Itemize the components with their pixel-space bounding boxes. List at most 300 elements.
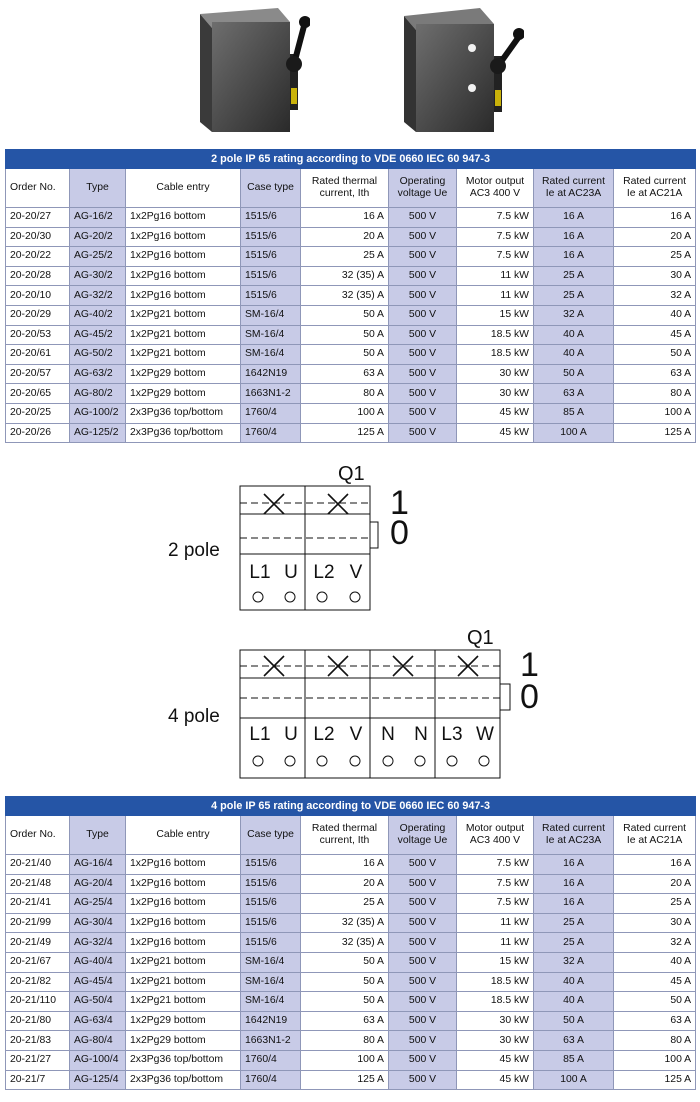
- cell-rated-thermal-current: 50 A: [301, 992, 389, 1012]
- cell-case-type: 1760/4: [241, 403, 301, 423]
- diagram-4pole-pos-off: 0: [520, 678, 539, 716]
- cell-rated-current-ac23a: 25 A: [534, 933, 614, 953]
- cell-operating-voltage: 500 V: [389, 1070, 457, 1090]
- cell-operating-voltage: 500 V: [389, 364, 457, 384]
- cell-order-no: 20-21/27: [6, 1050, 70, 1070]
- table-2pole-title: 2 pole IP 65 rating according to VDE 0660 IEC 60 947-3: [6, 150, 696, 169]
- cell-rated-current-ac23a: 40 A: [534, 992, 614, 1012]
- cell-rated-current-ac23a: 63 A: [534, 384, 614, 404]
- cell-rated-current-ac21a: 20 A: [614, 874, 696, 894]
- cell-motor-output: 18.5 kW: [457, 972, 534, 992]
- cell-rated-current-ac21a: 80 A: [614, 384, 696, 404]
- cell-rated-current-ac23a: 40 A: [534, 972, 614, 992]
- switch-photo-plain: [190, 4, 310, 136]
- terminal-label: L1: [249, 562, 271, 583]
- cell-rated-current-ac21a: 30 A: [614, 266, 696, 286]
- cell-motor-output: 18.5 kW: [457, 992, 534, 1012]
- cell-order-no: 20-20/26: [6, 423, 70, 443]
- cell-order-no: 20-21/110: [6, 992, 70, 1012]
- cell-rated-current-ac21a: 20 A: [614, 227, 696, 247]
- cell-rated-current-ac21a: 16 A: [614, 855, 696, 875]
- cell-cable-entry: 1x2Pg16 bottom: [126, 247, 241, 267]
- cell-motor-output: 7.5 kW: [457, 855, 534, 875]
- table-4pole: [5, 796, 696, 1090]
- cell-cable-entry: 2x3Pg36 top/bottom: [126, 403, 241, 423]
- diagram-2pole-bracket: [370, 522, 378, 548]
- col-motor-output: Motor output AC3 400 V: [457, 169, 534, 208]
- cell-rated-current-ac21a: 45 A: [614, 972, 696, 992]
- cell-operating-voltage: 500 V: [389, 1050, 457, 1070]
- col-order-no: Order No.: [6, 816, 70, 855]
- cell-rated-current-ac23a: 50 A: [534, 364, 614, 384]
- cell-case-type: 1515/6: [241, 855, 301, 875]
- cell-operating-voltage: 500 V: [389, 894, 457, 914]
- cell-cable-entry: 1x2Pg16 bottom: [126, 933, 241, 953]
- cell-rated-current-ac21a: 40 A: [614, 952, 696, 972]
- cell-order-no: 20-21/82: [6, 972, 70, 992]
- terminal-label: L1: [249, 724, 271, 745]
- cell-cable-entry: 1x2Pg29 bottom: [126, 1011, 241, 1031]
- terminal-circle: [285, 756, 295, 766]
- terminal-label: N: [381, 724, 395, 745]
- cell-operating-voltage: 500 V: [389, 227, 457, 247]
- cell-case-type: 1515/6: [241, 286, 301, 306]
- cell-rated-thermal-current: 25 A: [301, 247, 389, 267]
- table-2pole: [5, 149, 696, 443]
- cell-rated-current-ac21a: 25 A: [614, 894, 696, 914]
- terminal-label: V: [349, 724, 363, 745]
- cell-operating-voltage: 500 V: [389, 992, 457, 1012]
- cell-case-type: 1515/6: [241, 933, 301, 953]
- cell-order-no: 20-20/28: [6, 266, 70, 286]
- col-rated-current-ac23a: Rated current Ie at AC23A: [534, 169, 614, 208]
- cell-case-type: 1515/6: [241, 247, 301, 267]
- cell-motor-output: 45 kW: [457, 1050, 534, 1070]
- cell-motor-output: 11 kW: [457, 266, 534, 286]
- cell-cable-entry: 1x2Pg16 bottom: [126, 208, 241, 228]
- table-row: [6, 364, 696, 384]
- cell-rated-thermal-current: 16 A: [301, 855, 389, 875]
- cell-rated-current-ac23a: 25 A: [534, 286, 614, 306]
- cell-rated-thermal-current: 80 A: [301, 1031, 389, 1051]
- cell-rated-thermal-current: 32 (35) A: [301, 933, 389, 953]
- cell-rated-current-ac21a: 100 A: [614, 403, 696, 423]
- table-row: [6, 972, 696, 992]
- cell-case-type: 1642N19: [241, 364, 301, 384]
- cell-motor-output: 30 kW: [457, 1011, 534, 1031]
- cell-type: AG-30/2: [70, 266, 126, 286]
- col-rated-current-ac21a: Rated current Ie at AC21A: [614, 169, 696, 208]
- terminal-circle: [415, 756, 425, 766]
- cell-type: AG-125/2: [70, 423, 126, 443]
- cell-rated-current-ac21a: 80 A: [614, 1031, 696, 1051]
- cell-case-type: 1515/6: [241, 894, 301, 914]
- cell-rated-current-ac23a: 100 A: [534, 423, 614, 443]
- cell-rated-thermal-current: 100 A: [301, 1050, 389, 1070]
- diagram-2pole-contacts: [264, 494, 348, 514]
- cell-order-no: 20-20/61: [6, 345, 70, 365]
- table-row: [6, 423, 696, 443]
- cell-rated-current-ac21a: 16 A: [614, 208, 696, 228]
- cell-rated-thermal-current: 16 A: [301, 208, 389, 228]
- table-row: [6, 933, 696, 953]
- cell-case-type: SM-16/4: [241, 992, 301, 1012]
- col-rated-current-ac23a: Rated current Ie at AC23A: [534, 816, 614, 855]
- cell-rated-thermal-current: 80 A: [301, 384, 389, 404]
- col-operating-voltage: Operating voltage Ue: [389, 169, 457, 208]
- table-row: [6, 208, 696, 228]
- cell-type: AG-30/4: [70, 913, 126, 933]
- cell-order-no: 20-20/57: [6, 364, 70, 384]
- cell-rated-current-ac21a: 100 A: [614, 1050, 696, 1070]
- cell-rated-thermal-current: 50 A: [301, 325, 389, 345]
- cell-rated-current-ac23a: 40 A: [534, 325, 614, 345]
- cell-order-no: 20-20/22: [6, 247, 70, 267]
- cell-case-type: 1515/6: [241, 227, 301, 247]
- cell-rated-current-ac23a: 16 A: [534, 874, 614, 894]
- cell-case-type: 1760/4: [241, 1050, 301, 1070]
- cell-case-type: 1515/6: [241, 874, 301, 894]
- cell-type: AG-100/2: [70, 403, 126, 423]
- cell-type: AG-125/4: [70, 1070, 126, 1090]
- terminal-label: U: [284, 724, 298, 745]
- table-row: [6, 227, 696, 247]
- cell-order-no: 20-21/40: [6, 855, 70, 875]
- cell-order-no: 20-20/53: [6, 325, 70, 345]
- cell-case-type: 1515/6: [241, 913, 301, 933]
- cell-case-type: SM-16/4: [241, 305, 301, 325]
- cell-order-no: 20-20/65: [6, 384, 70, 404]
- cell-rated-current-ac21a: 25 A: [614, 247, 696, 267]
- cell-case-type: 1642N19: [241, 1011, 301, 1031]
- cell-type: AG-25/2: [70, 247, 126, 267]
- cell-motor-output: 7.5 kW: [457, 247, 534, 267]
- cell-type: AG-20/2: [70, 227, 126, 247]
- cell-order-no: 20-21/67: [6, 952, 70, 972]
- terminal-circle: [383, 756, 393, 766]
- cell-motor-output: 30 kW: [457, 384, 534, 404]
- diagram-4pole-label: 4 pole: [168, 706, 220, 727]
- diagram-4pole-pos-on: 1: [520, 646, 539, 684]
- cell-order-no: 20-20/29: [6, 305, 70, 325]
- cell-order-no: 20-21/99: [6, 913, 70, 933]
- cell-motor-output: 30 kW: [457, 364, 534, 384]
- cell-cable-entry: 1x2Pg16 bottom: [126, 874, 241, 894]
- cell-case-type: 1515/6: [241, 208, 301, 228]
- table-4pole-title: 4 pole IP 65 rating according to VDE 0660 IEC 60 947-3: [6, 797, 696, 816]
- cell-rated-thermal-current: 25 A: [301, 894, 389, 914]
- cell-rated-current-ac23a: 85 A: [534, 1050, 614, 1070]
- col-case-type: Case type: [241, 169, 301, 208]
- cell-type: AG-63/2: [70, 364, 126, 384]
- cell-cable-entry: 1x2Pg16 bottom: [126, 855, 241, 875]
- cell-operating-voltage: 500 V: [389, 1031, 457, 1051]
- cell-motor-output: 7.5 kW: [457, 208, 534, 228]
- diagram-4pole-switch-id: Q1: [467, 627, 494, 649]
- diagram-2pole: [0, 458, 700, 618]
- cell-operating-voltage: 500 V: [389, 1011, 457, 1031]
- cell-type: AG-45/4: [70, 972, 126, 992]
- cell-rated-current-ac21a: 32 A: [614, 286, 696, 306]
- cell-rated-current-ac23a: 32 A: [534, 305, 614, 325]
- cell-rated-thermal-current: 32 (35) A: [301, 913, 389, 933]
- cell-type: AG-25/4: [70, 894, 126, 914]
- table-row: [6, 855, 696, 875]
- cell-operating-voltage: 500 V: [389, 305, 457, 325]
- cell-rated-thermal-current: 63 A: [301, 364, 389, 384]
- table-row: [6, 305, 696, 325]
- cell-rated-current-ac23a: 85 A: [534, 403, 614, 423]
- cell-rated-current-ac21a: 63 A: [614, 1011, 696, 1031]
- table-row: [6, 1031, 696, 1051]
- cell-case-type: SM-16/4: [241, 325, 301, 345]
- cell-cable-entry: 1x2Pg21 bottom: [126, 325, 241, 345]
- col-rated-thermal-current: Rated thermal current, Ith: [301, 169, 389, 208]
- cell-case-type: SM-16/4: [241, 952, 301, 972]
- cell-operating-voltage: 500 V: [389, 345, 457, 365]
- switch-photo-labelled: [394, 4, 524, 136]
- cell-type: AG-32/2: [70, 286, 126, 306]
- table-row: [6, 266, 696, 286]
- cell-order-no: 20-21/48: [6, 874, 70, 894]
- cell-type: AG-45/2: [70, 325, 126, 345]
- cell-motor-output: 15 kW: [457, 305, 534, 325]
- cell-case-type: SM-16/4: [241, 345, 301, 365]
- cell-operating-voltage: 500 V: [389, 266, 457, 286]
- table-row: [6, 992, 696, 1012]
- cell-motor-output: 15 kW: [457, 952, 534, 972]
- terminal-circle: [479, 756, 489, 766]
- col-rated-current-ac21a: Rated current Ie at AC21A: [614, 816, 696, 855]
- table-row: [6, 952, 696, 972]
- cell-motor-output: 30 kW: [457, 1031, 534, 1051]
- terminal-circle: [350, 592, 360, 602]
- table-row: [6, 403, 696, 423]
- cell-type: AG-32/4: [70, 933, 126, 953]
- diagram-2pole-pos-on: 1: [390, 484, 409, 522]
- cell-cable-entry: 1x2Pg16 bottom: [126, 286, 241, 306]
- table-row: [6, 874, 696, 894]
- cell-rated-thermal-current: 100 A: [301, 403, 389, 423]
- cell-operating-voltage: 500 V: [389, 874, 457, 894]
- cell-rated-current-ac23a: 32 A: [534, 952, 614, 972]
- terminal-circle: [317, 756, 327, 766]
- cell-cable-entry: 1x2Pg29 bottom: [126, 1031, 241, 1051]
- cell-motor-output: 11 kW: [457, 913, 534, 933]
- terminal-circle: [285, 592, 295, 602]
- col-cable-entry: Cable entry: [126, 816, 241, 855]
- cell-rated-current-ac21a: 125 A: [614, 423, 696, 443]
- cell-operating-voltage: 500 V: [389, 325, 457, 345]
- cell-rated-current-ac23a: 16 A: [534, 227, 614, 247]
- terminal-label: L2: [313, 724, 335, 745]
- cell-rated-current-ac23a: 100 A: [534, 1070, 614, 1090]
- cell-cable-entry: 1x2Pg21 bottom: [126, 305, 241, 325]
- cell-rated-current-ac21a: 125 A: [614, 1070, 696, 1090]
- cell-motor-output: 7.5 kW: [457, 894, 534, 914]
- cell-operating-voltage: 500 V: [389, 952, 457, 972]
- cell-operating-voltage: 500 V: [389, 208, 457, 228]
- cell-rated-current-ac23a: 63 A: [534, 1031, 614, 1051]
- cell-type: AG-80/2: [70, 384, 126, 404]
- cell-type: AG-16/4: [70, 855, 126, 875]
- cell-type: AG-80/4: [70, 1031, 126, 1051]
- col-rated-thermal-current: Rated thermal current, Ith: [301, 816, 389, 855]
- cell-order-no: 20-20/25: [6, 403, 70, 423]
- cell-case-type: 1760/4: [241, 423, 301, 443]
- cell-motor-output: 7.5 kW: [457, 874, 534, 894]
- cell-rated-current-ac21a: 45 A: [614, 325, 696, 345]
- diagram-4pole: [0, 624, 700, 784]
- cell-rated-current-ac21a: 40 A: [614, 305, 696, 325]
- cell-operating-voltage: 500 V: [389, 384, 457, 404]
- cell-operating-voltage: 500 V: [389, 972, 457, 992]
- col-motor-output: Motor output AC3 400 V: [457, 816, 534, 855]
- cell-cable-entry: 2x3Pg36 top/bottom: [126, 1050, 241, 1070]
- cell-order-no: 20-20/10: [6, 286, 70, 306]
- cell-motor-output: 45 kW: [457, 403, 534, 423]
- cell-rated-current-ac21a: 30 A: [614, 913, 696, 933]
- cell-operating-voltage: 500 V: [389, 247, 457, 267]
- col-case-type: Case type: [241, 816, 301, 855]
- cell-cable-entry: 2x3Pg36 top/bottom: [126, 1070, 241, 1090]
- terminal-circle: [253, 592, 263, 602]
- cell-motor-output: 18.5 kW: [457, 325, 534, 345]
- cell-type: AG-50/2: [70, 345, 126, 365]
- diagram-4pole-bracket: [500, 684, 510, 710]
- cell-rated-current-ac23a: 25 A: [534, 913, 614, 933]
- cell-rated-thermal-current: 125 A: [301, 1070, 389, 1090]
- table-row: [6, 1011, 696, 1031]
- cell-type: AG-63/4: [70, 1011, 126, 1031]
- terminal-circle: [317, 592, 327, 602]
- cell-operating-voltage: 500 V: [389, 423, 457, 443]
- cell-rated-current-ac21a: 50 A: [614, 992, 696, 1012]
- cell-rated-thermal-current: 20 A: [301, 227, 389, 247]
- cell-rated-current-ac23a: 25 A: [534, 266, 614, 286]
- cell-cable-entry: 1x2Pg21 bottom: [126, 345, 241, 365]
- terminal-label: L2: [313, 562, 335, 583]
- cell-cable-entry: 1x2Pg16 bottom: [126, 266, 241, 286]
- diagram-2pole-label: 2 pole: [168, 540, 220, 561]
- table-row: [6, 894, 696, 914]
- col-operating-voltage: Operating voltage Ue: [389, 816, 457, 855]
- cell-cable-entry: 2x3Pg36 top/bottom: [126, 423, 241, 443]
- table-row: [6, 384, 696, 404]
- cell-rated-current-ac21a: 63 A: [614, 364, 696, 384]
- terminal-label: U: [284, 562, 298, 583]
- table-row: [6, 247, 696, 267]
- cell-type: AG-40/2: [70, 305, 126, 325]
- diagram-2pole-switch-id: Q1: [338, 463, 365, 485]
- cell-rated-current-ac23a: 16 A: [534, 247, 614, 267]
- col-cable-entry: Cable entry: [126, 169, 241, 208]
- cell-order-no: 20-21/49: [6, 933, 70, 953]
- cell-motor-output: 11 kW: [457, 933, 534, 953]
- cell-rated-thermal-current: 50 A: [301, 972, 389, 992]
- cell-case-type: SM-16/4: [241, 972, 301, 992]
- cell-motor-output: 11 kW: [457, 286, 534, 306]
- cell-cable-entry: 1x2Pg16 bottom: [126, 227, 241, 247]
- cell-motor-output: 45 kW: [457, 1070, 534, 1090]
- cell-rated-thermal-current: 32 (35) A: [301, 266, 389, 286]
- terminal-label: W: [476, 724, 494, 745]
- cell-type: AG-40/4: [70, 952, 126, 972]
- cell-motor-output: 18.5 kW: [457, 345, 534, 365]
- cell-rated-thermal-current: 63 A: [301, 1011, 389, 1031]
- cell-case-type: 1515/6: [241, 266, 301, 286]
- terminal-label: L3: [441, 724, 463, 745]
- terminal-circle: [447, 756, 457, 766]
- table-row: [6, 325, 696, 345]
- cell-operating-voltage: 500 V: [389, 855, 457, 875]
- cell-motor-output: 7.5 kW: [457, 227, 534, 247]
- cell-operating-voltage: 500 V: [389, 403, 457, 423]
- table-row: [6, 286, 696, 306]
- cell-rated-thermal-current: 50 A: [301, 345, 389, 365]
- cell-rated-thermal-current: 50 A: [301, 305, 389, 325]
- cell-order-no: 20-21/83: [6, 1031, 70, 1051]
- cell-order-no: 20-21/7: [6, 1070, 70, 1090]
- cell-rated-current-ac23a: 40 A: [534, 345, 614, 365]
- cell-operating-voltage: 500 V: [389, 933, 457, 953]
- cell-rated-current-ac21a: 50 A: [614, 345, 696, 365]
- cell-type: AG-100/4: [70, 1050, 126, 1070]
- col-type: Type: [70, 169, 126, 208]
- terminal-circle: [253, 756, 263, 766]
- cell-cable-entry: 1x2Pg29 bottom: [126, 384, 241, 404]
- diagram-2pole-pos-off: 0: [390, 514, 409, 552]
- cell-case-type: 1760/4: [241, 1070, 301, 1090]
- cell-rated-current-ac23a: 16 A: [534, 855, 614, 875]
- cell-cable-entry: 1x2Pg21 bottom: [126, 952, 241, 972]
- cell-type: AG-16/2: [70, 208, 126, 228]
- cell-rated-current-ac23a: 50 A: [534, 1011, 614, 1031]
- cell-rated-thermal-current: 125 A: [301, 423, 389, 443]
- cell-cable-entry: 1x2Pg16 bottom: [126, 913, 241, 933]
- cell-rated-thermal-current: 32 (35) A: [301, 286, 389, 306]
- cell-cable-entry: 1x2Pg16 bottom: [126, 894, 241, 914]
- cell-order-no: 20-20/27: [6, 208, 70, 228]
- cell-rated-current-ac23a: 16 A: [534, 894, 614, 914]
- diagram-2pole-frame: [240, 486, 370, 610]
- table-row: [6, 1050, 696, 1070]
- cell-motor-output: 45 kW: [457, 423, 534, 443]
- table-row: [6, 345, 696, 365]
- diagram-4pole-frame: [240, 650, 500, 778]
- cell-type: AG-20/4: [70, 874, 126, 894]
- cell-type: AG-50/4: [70, 992, 126, 1012]
- table-row: [6, 913, 696, 933]
- terminal-label: V: [349, 562, 363, 583]
- cell-rated-thermal-current: 50 A: [301, 952, 389, 972]
- table-row: [6, 1070, 696, 1090]
- cell-case-type: 1663N1-2: [241, 1031, 301, 1051]
- cell-operating-voltage: 500 V: [389, 913, 457, 933]
- col-type: Type: [70, 816, 126, 855]
- cell-cable-entry: 1x2Pg29 bottom: [126, 364, 241, 384]
- cell-order-no: 20-21/80: [6, 1011, 70, 1031]
- cell-rated-thermal-current: 20 A: [301, 874, 389, 894]
- terminal-label: N: [414, 724, 428, 745]
- cell-rated-current-ac23a: 16 A: [534, 208, 614, 228]
- cell-cable-entry: 1x2Pg21 bottom: [126, 972, 241, 992]
- col-order-no: Order No.: [6, 169, 70, 208]
- cell-cable-entry: 1x2Pg21 bottom: [126, 992, 241, 1012]
- terminal-circle: [350, 756, 360, 766]
- cell-order-no: 20-21/41: [6, 894, 70, 914]
- cell-order-no: 20-20/30: [6, 227, 70, 247]
